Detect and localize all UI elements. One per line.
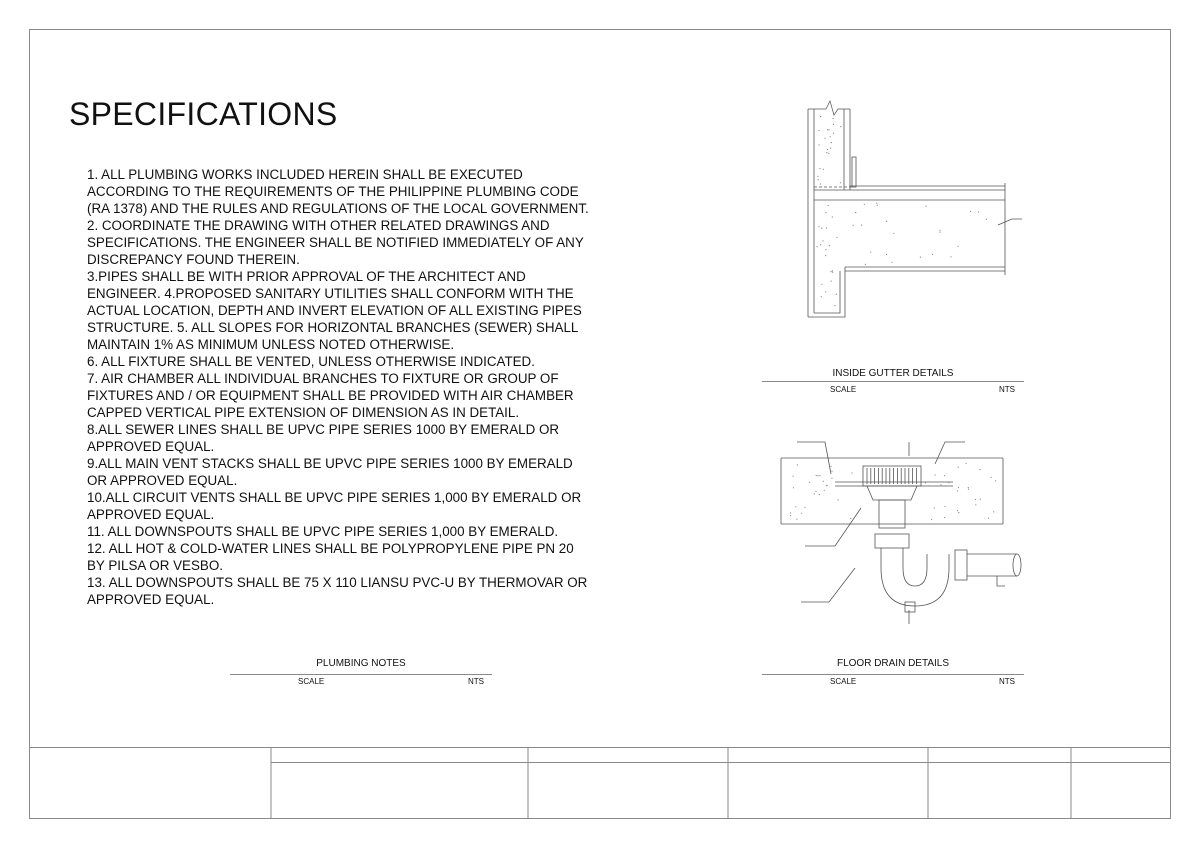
plumbing-notes-scale-label: SCALE [298,677,325,686]
note-line: 13. ALL DOWNSPOUTS SHALL BE 75 X 110 LIANSU PVC-U BY THERMOVAR OR [87,575,588,590]
plumbing-notes-underline [230,674,492,675]
floor-drain-detail-drawing [775,438,1025,628]
gutter-detail-caption: INSIDE GUTTER DETAILS [832,368,954,379]
note-line: SPECIFICATIONS. THE ENGINEER SHALL BE NOTIFIED IMMEDIATELY OF ANY [87,235,584,250]
page-title: SPECIFICATIONS [69,96,338,132]
title-block [29,747,1171,819]
note-line: 12. ALL HOT & COLD-WATER LINES SHALL BE POLYPROPYLENE PIPE PN 20 [87,541,574,556]
note-line: 9.ALL MAIN VENT STACKS SHALL BE UPVC PIPE SERIES 1000 BY EMERALD [87,456,573,471]
note-line: MAINTAIN 1% AS MINIMUM UNLESS NOTED OTHERWISE. [87,337,455,352]
gutter-detail-underline [762,381,1024,382]
note-line: BY PILSA OR VESBO. [87,558,223,573]
gutter-detail-scale-label: SCALE [830,385,857,394]
drain-detail-caption: FLOOR DRAIN DETAILS [836,658,950,669]
note-line: (RA 1378) AND THE RULES AND REGULATIONS OF THE LOCAL GOVERNMENT. [87,201,589,216]
note-line: APPROVED EQUAL. [87,592,215,607]
note-line: 3.PIPES SHALL BE WITH PRIOR APPROVAL OF THE ARCHITECT AND [87,269,526,284]
note-line: 10.ALL CIRCUIT VENTS SHALL BE UPVC PIPE SERIES 1,000 BY EMERALD OR [87,490,582,505]
note-line: 1. ALL PLUMBING WORKS INCLUDED HEREIN SHALL BE EXECUTED [87,167,523,182]
drain-detail-scale-label: SCALE [830,677,857,686]
note-line: 11. ALL DOWNSPOUTS SHALL BE UPVC PIPE SERIES 1,000 BY EMERALD. [87,524,559,539]
note-line: OR APPROVED EQUAL. [87,473,238,488]
note-line: APPROVED EQUAL. [87,507,215,522]
gutter-detail-scale-value: NTS [999,385,1015,394]
note-line: CAPPED VERTICAL PIPE EXTENSION OF DIMENSION AS IN DETAIL. [87,405,520,420]
note-line: ENGINEER. 4.PROPOSED SANITARY UTILITIES SHALL CONFORM WITH THE [87,286,574,301]
plumbing-notes-scale-value: NTS [468,677,484,686]
note-line: FIXTURES AND / OR EQUIPMENT SHALL BE PROVIDED WITH AIR CHAMBER [87,388,574,403]
note-line: ACCORDING TO THE REQUIREMENTS OF THE PHILIPPINE PLUMBING CODE [87,184,579,199]
inside-gutter-detail-drawing [790,95,1030,330]
specification-notes [87,166,627,608]
note-line: DISCREPANCY FOUND THEREIN. [87,252,300,267]
note-line: APPROVED EQUAL. [87,439,215,454]
note-line: 2. COORDINATE THE DRAWING WITH OTHER RELATED DRAWINGS AND [87,218,550,233]
note-line: 7. AIR CHAMBER ALL INDIVIDUAL BRANCHES TO FIXTURE OR GROUP OF [87,371,559,386]
note-line: 8.ALL SEWER LINES SHALL BE UPVC PIPE SERIES 1000 BY EMERALD OR [87,422,560,437]
note-line: STRUCTURE. 5. ALL SLOPES FOR HORIZONTAL BRANCHES (SEWER) SHALL [87,320,579,335]
drain-detail-underline [762,674,1024,675]
plumbing-notes-caption: PLUMBING NOTES [316,658,406,669]
drain-detail-scale-value: NTS [999,677,1015,686]
note-line: ACTUAL LOCATION, DEPTH AND INVERT ELEVATION OF ALL EXISTING PIPES [87,303,582,318]
note-line: 6. ALL FIXTURE SHALL BE VENTED, UNLESS OTHERWISE INDICATED. [87,354,535,369]
